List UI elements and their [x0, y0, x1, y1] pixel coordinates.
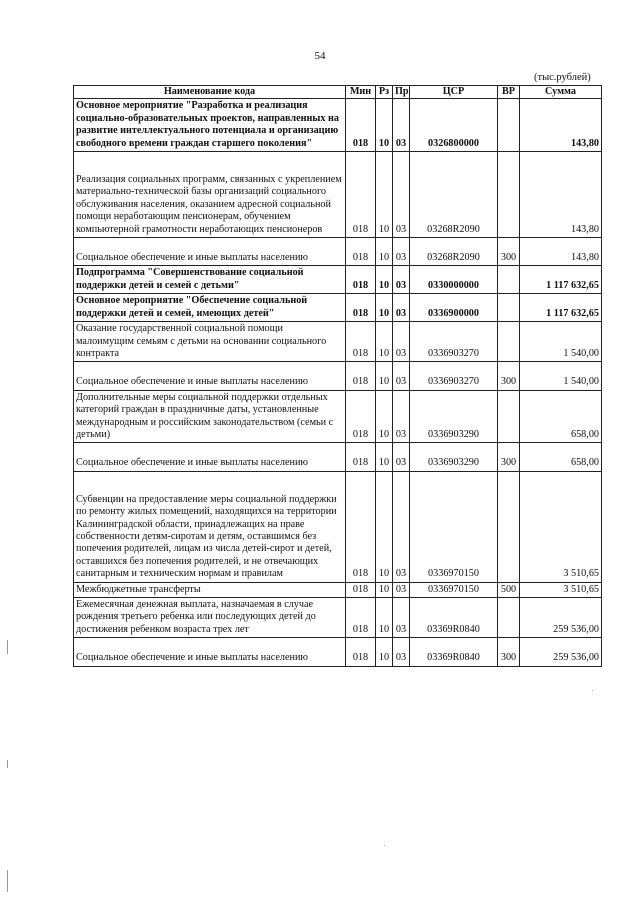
cell-pr: 03 — [393, 443, 410, 471]
cell-name: Основное мероприятие "Обеспечение социальной поддержки детей и семей, имеющих детей" — [74, 294, 346, 322]
cell-pr: 03 — [393, 238, 410, 266]
header-name: Наименование кода — [74, 86, 346, 99]
cell-vr: 300 — [498, 443, 520, 471]
cell-pr: 03 — [393, 152, 410, 238]
cell-min: 018 — [346, 582, 376, 597]
cell-vr: 300 — [498, 238, 520, 266]
cell-csr: 0336903270 — [410, 322, 498, 362]
cell-min: 018 — [346, 266, 376, 294]
cell-min: 018 — [346, 471, 376, 582]
cell-csr: 0336903270 — [410, 362, 498, 390]
cell-csr: 03268R2090 — [410, 238, 498, 266]
cell-min: 018 — [346, 238, 376, 266]
cell-min: 018 — [346, 390, 376, 443]
cell-sum: 3 510,65 — [520, 471, 602, 582]
table-row — [74, 638, 602, 666]
cell-csr: 0330000000 — [410, 266, 498, 294]
cell-sum: 259 536,00 — [520, 638, 602, 666]
scan-edge-mark — [7, 760, 8, 768]
header-csr: ЦСР — [410, 86, 498, 99]
cell-name: Реализация социальных программ, связанных с укреплением материально-технической базы организаций социального обслуживания населения, оказанием адресной социальной помощи неработающим пенсионерам, обучением компьютерной грамотности неработающих пенсионеров — [74, 152, 346, 238]
cell-rz: 10 — [376, 238, 393, 266]
cell-sum: 1 540,00 — [520, 362, 602, 390]
table-row — [74, 266, 602, 294]
cell-vr: 300 — [498, 638, 520, 666]
cell-csr: 03268R2090 — [410, 152, 498, 238]
cell-rz: 10 — [376, 322, 393, 362]
cell-min: 018 — [346, 598, 376, 638]
cell-vr — [498, 266, 520, 294]
cell-name: Основное мероприятие "Разработка и реализация социально-образовательных проектов, направленных на развитие интеллектуального потенциала и организацию свободного времени граждан старшего поколения" — [74, 99, 346, 152]
cell-sum: 143,80 — [520, 99, 602, 152]
cell-rz: 10 — [376, 471, 393, 582]
cell-rz: 10 — [376, 598, 393, 638]
cell-csr: 0336970150 — [410, 582, 498, 597]
cell-name: Субвенции на предоставление меры социальной поддержки по ремонту жилых помещений, находящихся на территории Калининградской области, принадлежащих на праве собственности детям-сиротам и детям, оставшимся без попечения родителей, лицам из числа детей-сирот и детей, оставшихся без попечения родителей, и не отвечающих санитарным и техническим нормам и правилам — [74, 471, 346, 582]
cell-csr: 0336903290 — [410, 443, 498, 471]
cell-vr: 500 — [498, 582, 520, 597]
cell-vr — [498, 99, 520, 152]
cell-rz: 10 — [376, 390, 393, 443]
cell-sum: 658,00 — [520, 443, 602, 471]
cell-min: 018 — [346, 362, 376, 390]
cell-rz: 10 — [376, 638, 393, 666]
units-label: (тыс.рублей) — [534, 72, 591, 83]
cell-csr: 0336903290 — [410, 390, 498, 443]
cell-pr: 03 — [393, 598, 410, 638]
cell-pr: 03 — [393, 294, 410, 322]
cell-pr: 03 — [393, 266, 410, 294]
table-row — [74, 362, 602, 390]
cell-sum: 259 536,00 — [520, 598, 602, 638]
cell-rz: 10 — [376, 582, 393, 597]
cell-vr: 300 — [498, 362, 520, 390]
scan-speck — [592, 690, 593, 691]
cell-min: 018 — [346, 443, 376, 471]
cell-pr: 03 — [393, 390, 410, 443]
cell-min: 018 — [346, 638, 376, 666]
table-row — [74, 99, 602, 152]
cell-min: 018 — [346, 294, 376, 322]
cell-sum: 1 540,00 — [520, 322, 602, 362]
cell-rz: 10 — [376, 362, 393, 390]
table-row — [74, 582, 602, 597]
table-row — [74, 322, 602, 362]
header-vr: ВР — [498, 86, 520, 99]
cell-pr: 03 — [393, 582, 410, 597]
cell-sum: 1 117 632,65 — [520, 294, 602, 322]
table-header-row — [74, 86, 602, 99]
scan-edge-mark — [7, 870, 8, 892]
cell-pr: 03 — [393, 362, 410, 390]
budget-table — [73, 85, 602, 667]
table-row — [74, 390, 602, 443]
header-sum: Сумма — [520, 86, 602, 99]
table-row — [74, 238, 602, 266]
cell-name: Социальное обеспечение и иные выплаты населению — [74, 638, 346, 666]
cell-name: Социальное обеспечение и иные выплаты населению — [74, 362, 346, 390]
cell-sum: 658,00 — [520, 390, 602, 443]
table-body — [74, 99, 602, 666]
cell-sum: 1 117 632,65 — [520, 266, 602, 294]
header-rz: Рз — [376, 86, 393, 99]
cell-csr: 0336970150 — [410, 471, 498, 582]
cell-csr: 0326800000 — [410, 99, 498, 152]
cell-vr — [498, 152, 520, 238]
cell-name: Ежемесячная денежная выплата, назначаемая в случае рождения третьего ребенка или последующих детей до достижения ребенком возраста трех лет — [74, 598, 346, 638]
cell-sum: 3 510,65 — [520, 582, 602, 597]
scan-edge-mark — [7, 640, 8, 654]
cell-name: Дополнительные меры социальной поддержки отдельных категорий граждан в праздничные даты, установленные международным и российским законодательством (семьи с детьми) — [74, 390, 346, 443]
cell-csr: 03369R0840 — [410, 638, 498, 666]
table-row — [74, 471, 602, 582]
cell-csr: 0336900000 — [410, 294, 498, 322]
cell-rz: 10 — [376, 99, 393, 152]
header-pr: Пр — [393, 86, 410, 99]
cell-vr — [498, 598, 520, 638]
cell-sum: 143,80 — [520, 238, 602, 266]
cell-min: 018 — [346, 322, 376, 362]
cell-pr: 03 — [393, 322, 410, 362]
table-row — [74, 294, 602, 322]
page-number: 54 — [314, 50, 326, 62]
cell-sum: 143,80 — [520, 152, 602, 238]
cell-name: Социальное обеспечение и иные выплаты населению — [74, 443, 346, 471]
cell-pr: 03 — [393, 99, 410, 152]
cell-rz: 10 — [376, 443, 393, 471]
cell-name: Оказание государственной социальной помощи малоимущим семьям с детьми на основании социального контракта — [74, 322, 346, 362]
cell-rz: 10 — [376, 294, 393, 322]
cell-rz: 10 — [376, 152, 393, 238]
table-row — [74, 152, 602, 238]
cell-rz: 10 — [376, 266, 393, 294]
cell-name: Социальное обеспечение и иные выплаты населению — [74, 238, 346, 266]
cell-min: 018 — [346, 99, 376, 152]
cell-pr: 03 — [393, 638, 410, 666]
cell-csr: 03369R0840 — [410, 598, 498, 638]
cell-min: 018 — [346, 152, 376, 238]
table-row — [74, 443, 602, 471]
cell-vr — [498, 390, 520, 443]
cell-pr: 03 — [393, 471, 410, 582]
cell-vr — [498, 471, 520, 582]
scan-speck — [384, 845, 385, 846]
header-min: Мин — [346, 86, 376, 99]
cell-name: Межбюджетные трансферты — [74, 582, 346, 597]
cell-vr — [498, 322, 520, 362]
cell-vr — [498, 294, 520, 322]
cell-name: Подпрограмма "Совершенствование социальной поддержки детей и семей с детьми" — [74, 266, 346, 294]
table-row — [74, 598, 602, 638]
